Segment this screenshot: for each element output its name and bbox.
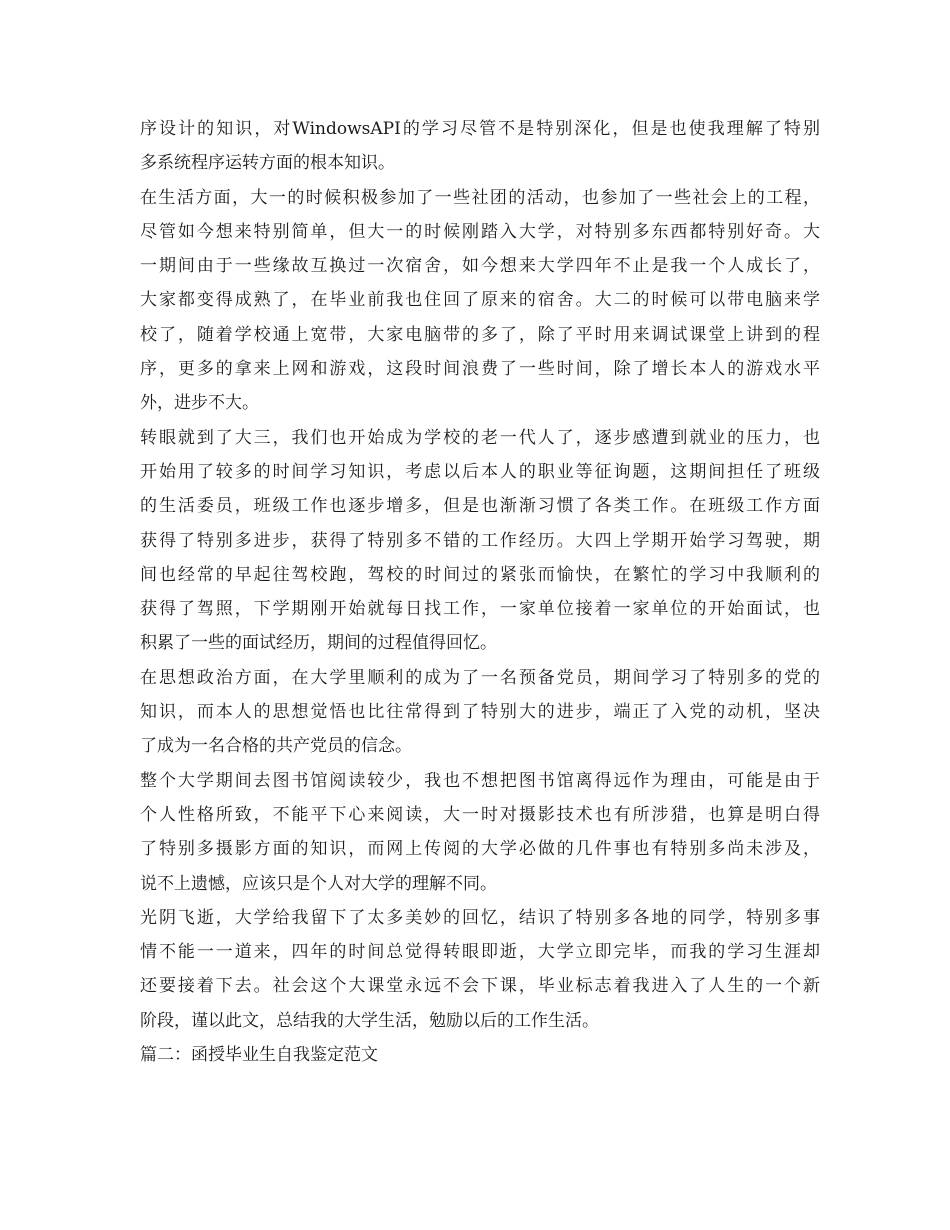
text-line: 间也经常的早起往驾校跑，驾校的时间过的紧张而愉快，在繁忙的学习中我顺利的 [140, 564, 820, 585]
text-line: 开始用了较多的时间学习知识，考虑以后本人的职业等征询题，这期间担任了班级 [140, 461, 820, 482]
text-line: 外，进步不大。 [140, 393, 259, 414]
text-line: 的生活委员，班级工作也逐步增多，但是也渐渐习惯了各类工作。在班级工作方面 [140, 496, 820, 517]
text-line: 篇二：函授毕业生自我鉴定范文 [140, 1045, 378, 1066]
text-line: 序设计的知识，对WindowsAPI的学习尽管不是特别深化，但是也使我理解了特别 [140, 119, 820, 139]
text-line: 情不能一一道来，四年的时间总觉得转眼即逝，大学立即完毕，而我的学习生涯却 [140, 942, 820, 963]
text-line: 在思想政治方面，在大学里顺利的成为了一名预备党员，期间学习了特别多的党的 [140, 667, 820, 688]
text-line: 了成为一名合格的共产党员的信念。 [140, 736, 412, 757]
document-body [140, 112, 820, 1072]
text-line: 一期间由于一些缘故互换过一次宿舍，如今想来大学四年不止是我一个人成长了， [140, 256, 820, 277]
text-line: 尽管如今想来特别简单，但大一的时候刚踏入大学，对特别多东西都特别好奇。大 [140, 221, 820, 242]
text-line: 阶段，谨以此文，总结我的大学生活，勉励以后的工作生活。 [140, 1010, 599, 1031]
text-line: 还要接着下去。社会这个大课堂永远不会下课，毕业标志着我进入了人生的一个新 [140, 976, 820, 997]
text-line: 说不上遗憾，应该只是个人对大学的理解不同。 [140, 873, 497, 894]
text-line: 知识，而本人的思想觉悟也比往常得到了特别大的进步，端正了入党的动机，坚决 [140, 702, 820, 723]
text-line: 积累了一些的面试经历，期间的过程值得回忆。 [140, 633, 497, 654]
text-line: 大家都变得成熟了，在毕业前我也住回了原来的宿舍。大二的时候可以带电脑来学 [140, 290, 820, 311]
text-line: 个人性格所致，不能平下心来阅读，大一时对摄影技术也有所涉猎，也算是明白得 [140, 804, 820, 825]
text-line: 光阴飞逝，大学给我留下了太多美妙的回忆，结识了特别多各地的同学，特别多事 [140, 907, 820, 928]
text-line: 获得了驾照，下学期刚开始就每日找工作，一家单位接着一家单位的开始面试，也 [140, 599, 820, 620]
text-line: 校了，随着学校通上宽带，大家电脑带的多了，除了平时用来调试课堂上讲到的程 [140, 324, 820, 345]
text-line: 序，更多的拿来上网和游戏，这段时间浪费了一些时间，除了增长本人的游戏水平 [140, 359, 820, 380]
text-line: 获得了特别多进步，获得了特别多不错的工作经历。大四上学期开始学习驾驶，期 [140, 530, 820, 551]
text-line: 转眼就到了大三，我们也开始成为学校的老一代人了，逐步感遭到就业的压力，也 [140, 427, 820, 448]
text-line: 多系统程序运转方面的根本知识。 [140, 153, 395, 174]
text-line: 在生活方面，大一的时候积极参加了一些社团的活动，也参加了一些社会上的工程， [140, 187, 820, 208]
text-line: 整个大学期间去图书馆阅读较少，我也不想把图书馆离得远作为理由，可能是由于 [140, 770, 820, 791]
text-line: 了特别多摄影方面的知识，而网上传阅的大学必做的几件事也有特别多尚未涉及， [140, 839, 820, 860]
